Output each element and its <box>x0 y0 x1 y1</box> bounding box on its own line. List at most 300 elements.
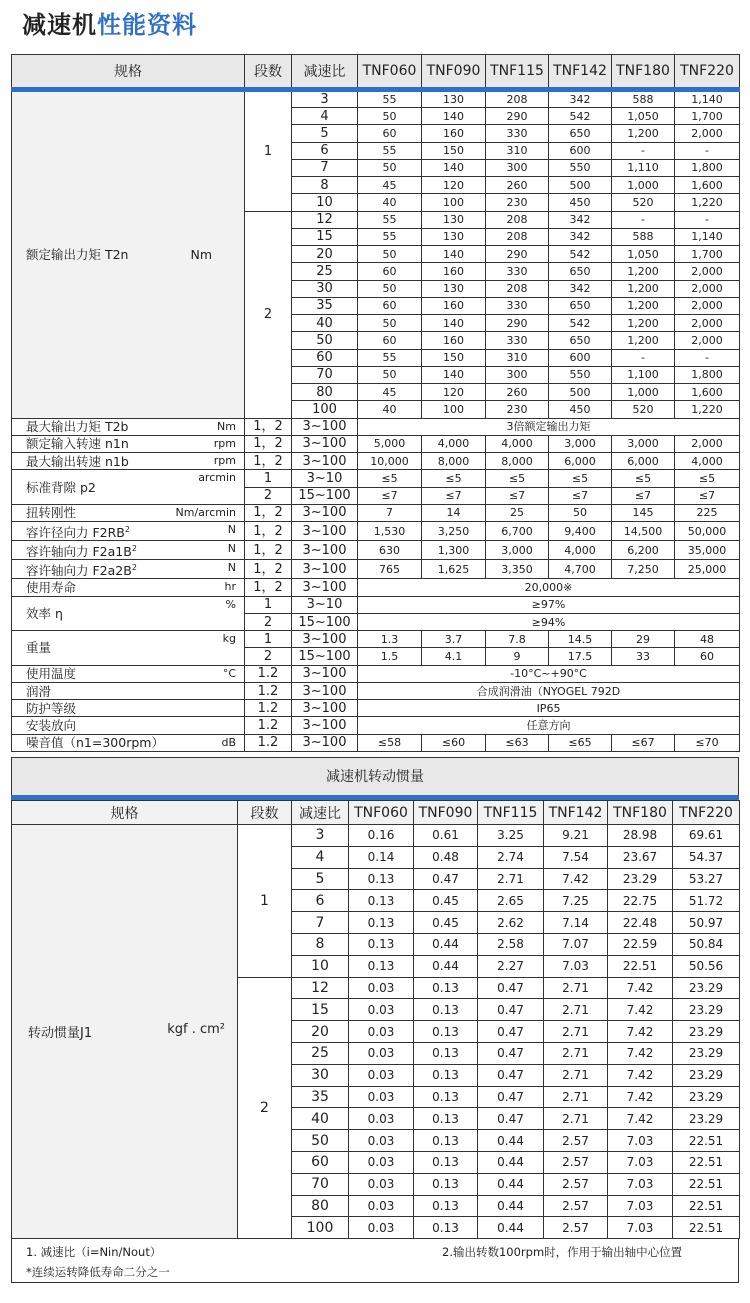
value-cell: 4,000 <box>486 435 549 452</box>
value-cell: 588 <box>612 228 675 245</box>
value-cell: ≤5 <box>486 470 549 487</box>
value-cell: 208 <box>486 90 549 108</box>
value-cell: ≤60 <box>422 734 486 751</box>
value-cell: 0.13 <box>414 1108 478 1130</box>
spec-unit: arcmin <box>198 471 236 485</box>
value-cell: 342 <box>549 280 612 297</box>
spec-unit: N <box>227 523 236 536</box>
header-cell: TNF180 <box>612 55 675 90</box>
value-cell: 48 <box>675 631 740 648</box>
value-cell: 2.27 <box>478 955 544 977</box>
value-cell: 650 <box>549 332 612 349</box>
stage-cell: 2 <box>245 211 292 418</box>
header-cell: TNF220 <box>675 55 740 90</box>
value-cell: 2.58 <box>478 933 544 955</box>
ratio-cell: 3 <box>292 90 358 108</box>
stage-cell: 1 <box>245 631 292 648</box>
value-cell: 0.13 <box>349 955 414 977</box>
value-cell: 0.03 <box>349 1021 414 1043</box>
value-cell: 7.42 <box>608 1064 673 1086</box>
value-cell: 160 <box>422 125 486 142</box>
note-3: *连续运转降低寿命二分之一 <box>26 1265 170 1279</box>
value-cell: 5,000 <box>358 435 422 452</box>
value-cell: 150 <box>422 142 486 159</box>
merged-value-cell: 20,000※ <box>358 579 740 596</box>
value-cell: 60 <box>358 263 422 280</box>
ratio-cell: 60 <box>292 349 358 366</box>
value-cell: 3,000 <box>486 541 549 560</box>
stage-cell: 1，2 <box>245 541 292 560</box>
value-cell: 2,000 <box>675 435 740 452</box>
stage-cell: 1，2 <box>245 560 292 579</box>
value-cell: ≤65 <box>549 734 612 751</box>
value-cell: 1,200 <box>612 125 675 142</box>
value-cell: 650 <box>549 263 612 280</box>
value-cell: 7.42 <box>544 868 608 890</box>
value-cell: 0.13 <box>414 1195 478 1217</box>
spec-unit: rpm <box>213 454 236 467</box>
value-cell: 2.71 <box>478 868 544 890</box>
table-row <box>12 682 740 699</box>
spec-unit: Nm <box>217 419 236 433</box>
value-cell: 500 <box>549 177 612 194</box>
value-cell: 1.3 <box>358 631 422 648</box>
value-cell: 2.71 <box>544 1021 608 1043</box>
value-cell: 145 <box>612 504 675 521</box>
ratio-cell: 10 <box>292 955 349 977</box>
value-cell: 1,300 <box>422 541 486 560</box>
value-cell: ≤63 <box>486 734 549 751</box>
value-cell: 160 <box>422 297 486 314</box>
ratio-cell: 50 <box>292 1130 349 1152</box>
value-cell: 40 <box>358 194 422 211</box>
value-cell: 542 <box>549 246 612 263</box>
spec-unit: rpm <box>213 436 236 450</box>
value-cell: 160 <box>422 332 486 349</box>
value-cell: 60 <box>358 332 422 349</box>
stage-cell: 1.2 <box>245 717 292 734</box>
value-cell: 0.13 <box>349 912 414 934</box>
value-cell: 7.03 <box>608 1195 673 1217</box>
spec-unit: °C <box>222 666 236 680</box>
merged-value-cell: 任意方向 <box>358 717 740 734</box>
table-row <box>12 453 740 470</box>
spec-name: 安装放向 <box>26 718 77 734</box>
value-cell: ≤67 <box>612 734 675 751</box>
merged-value-cell: ≥94% <box>358 613 740 630</box>
stage-cell: 1 <box>245 90 292 212</box>
value-cell: 4,000 <box>422 435 486 452</box>
table-row <box>12 541 740 560</box>
spec-label <box>12 665 245 682</box>
ratio-cell: 4 <box>292 108 358 125</box>
ratio-cell: 100 <box>292 401 358 418</box>
value-cell: - <box>612 142 675 159</box>
stage-cell: 2 <box>245 613 292 630</box>
value-cell: 2.71 <box>544 977 608 999</box>
table-row <box>12 717 740 734</box>
value-cell: 3,000 <box>612 435 675 452</box>
stage-cell: 1，2 <box>245 453 292 470</box>
page-title <box>22 10 197 40</box>
value-cell: 120 <box>422 177 486 194</box>
value-cell: 310 <box>486 142 549 159</box>
value-cell: 1,700 <box>675 246 740 263</box>
table-row <box>12 418 740 435</box>
ratio-cell: 80 <box>292 1195 349 1217</box>
spec-name: 最大输出力矩 T2b <box>26 419 129 435</box>
ratio-cell: 6 <box>292 142 358 159</box>
value-cell: 1,140 <box>675 228 740 245</box>
header-cell: 减速比 <box>292 801 349 825</box>
value-cell: 0.13 <box>414 1042 478 1064</box>
value-cell: 0.44 <box>414 955 478 977</box>
value-cell: 630 <box>358 541 422 560</box>
value-cell: 1,600 <box>675 384 740 401</box>
value-cell: 450 <box>549 401 612 418</box>
value-cell: 55 <box>358 349 422 366</box>
spec-name: 重量 <box>26 640 52 656</box>
value-cell: 60 <box>358 125 422 142</box>
value-cell: 290 <box>486 108 549 125</box>
value-cell: 342 <box>549 211 612 228</box>
spec-label <box>12 596 245 631</box>
spec-label <box>12 470 245 505</box>
value-cell: 22.75 <box>608 890 673 912</box>
value-cell: 22.51 <box>673 1130 740 1152</box>
header-cell: TNF115 <box>478 801 544 825</box>
value-cell: 0.13 <box>414 999 478 1021</box>
table-row <box>12 825 740 847</box>
value-cell: 0.13 <box>414 1217 478 1239</box>
value-cell: 51.72 <box>673 890 740 912</box>
value-cell: 22.48 <box>608 912 673 934</box>
value-cell: 7.8 <box>486 631 549 648</box>
value-cell: 22.51 <box>673 1151 740 1173</box>
merged-value-cell: IP65 <box>358 700 740 717</box>
spec-label <box>12 579 245 596</box>
ratio-cell: 3~100 <box>292 504 358 521</box>
value-cell: 9.21 <box>544 825 608 847</box>
header-cell: 规格 <box>12 55 245 90</box>
table-row <box>12 435 740 452</box>
value-cell: 14,500 <box>612 522 675 541</box>
stage-cell: 1.2 <box>245 700 292 717</box>
value-cell: 310 <box>486 349 549 366</box>
value-cell: 160 <box>422 263 486 280</box>
value-cell: 23.29 <box>673 1021 740 1043</box>
value-cell: 130 <box>422 211 486 228</box>
ratio-cell: 5 <box>292 125 358 142</box>
value-cell: 0.47 <box>478 977 544 999</box>
value-cell: 500 <box>549 384 612 401</box>
value-cell: 0.03 <box>349 1217 414 1239</box>
ratio-cell: 70 <box>292 366 358 383</box>
value-cell: 0.47 <box>478 1021 544 1043</box>
value-cell: 342 <box>549 90 612 108</box>
value-cell: 140 <box>422 246 486 263</box>
ratio-cell: 80 <box>292 384 358 401</box>
value-cell: 55 <box>358 90 422 108</box>
ratio-cell: 30 <box>292 1064 349 1086</box>
spec-name: 容许径向力 F2RB <box>26 525 125 541</box>
value-cell: 140 <box>422 366 486 383</box>
value-cell: 0.48 <box>414 846 478 868</box>
header-cell: 段数 <box>245 55 292 90</box>
ratio-cell: 100 <box>292 1217 349 1239</box>
spec-label-inner <box>12 1022 237 1041</box>
value-cell: 1.5 <box>358 648 422 665</box>
ratio-cell: 3~100 <box>292 522 358 541</box>
ratio-cell: 15~100 <box>292 613 358 630</box>
value-cell: 588 <box>612 90 675 108</box>
value-cell: 130 <box>422 280 486 297</box>
note-1: 1. 减速比（i=Nin/Nout） <box>26 1245 162 1259</box>
value-cell: 2,000 <box>675 125 740 142</box>
spec-name: 使用温度 <box>26 666 77 682</box>
value-cell: 0.47 <box>478 1086 544 1108</box>
stage-cell: 2 <box>245 487 292 504</box>
value-cell: 330 <box>486 125 549 142</box>
value-cell: 0.13 <box>414 977 478 999</box>
spec-label <box>12 435 245 452</box>
value-cell: 0.47 <box>478 1108 544 1130</box>
value-cell: 1,200 <box>612 315 675 332</box>
spec-label <box>12 631 245 666</box>
value-cell: 550 <box>549 159 612 176</box>
spec-name: 效率 η <box>26 605 63 621</box>
spec-name: 使用寿命 <box>26 580 77 596</box>
value-cell: 55 <box>358 228 422 245</box>
value-cell: 0.44 <box>414 933 478 955</box>
value-cell: 7.42 <box>608 1021 673 1043</box>
value-cell: 208 <box>486 228 549 245</box>
value-cell: 22.51 <box>673 1217 740 1239</box>
value-cell: 2,000 <box>675 315 740 332</box>
value-cell: 520 <box>612 194 675 211</box>
value-cell: - <box>675 211 740 228</box>
header-cell: TNF142 <box>549 55 612 90</box>
value-cell: 2.57 <box>544 1130 608 1152</box>
value-cell: 0.47 <box>478 1064 544 1086</box>
value-cell: 208 <box>486 211 549 228</box>
value-cell: 7.42 <box>608 1042 673 1064</box>
spec-label <box>12 700 245 717</box>
value-cell: 0.47 <box>414 868 478 890</box>
spec-label <box>12 541 245 560</box>
value-cell: 9 <box>486 648 549 665</box>
spec-unit: N <box>227 561 236 575</box>
value-cell: 40 <box>358 401 422 418</box>
value-cell: 7.03 <box>544 955 608 977</box>
value-cell: 225 <box>675 504 740 521</box>
value-cell: 3.7 <box>422 631 486 648</box>
spec-unit: Nm/arcmin <box>175 505 236 519</box>
spec-unit: Nm <box>190 247 212 263</box>
value-cell: 650 <box>549 297 612 314</box>
ratio-cell: 3~10 <box>292 596 358 613</box>
value-cell: 2.71 <box>544 1108 608 1130</box>
ratio-cell: 15~100 <box>292 487 358 504</box>
stage-cell: 1，2 <box>245 522 292 541</box>
spec-label-inner <box>26 247 244 262</box>
value-cell: 50.56 <box>673 955 740 977</box>
ratio-cell: 5 <box>292 868 349 890</box>
value-cell: 600 <box>549 142 612 159</box>
stage-cell: 1 <box>245 470 292 487</box>
value-cell: 2.65 <box>478 890 544 912</box>
value-cell: 50 <box>358 159 422 176</box>
value-cell: 542 <box>549 315 612 332</box>
value-cell: 0.13 <box>414 1021 478 1043</box>
value-cell: 0.03 <box>349 1064 414 1086</box>
value-cell: 2,000 <box>675 263 740 280</box>
ratio-cell: 10 <box>292 194 358 211</box>
header-cell: TNF220 <box>673 801 740 825</box>
merged-value-cell: ≥97% <box>358 596 740 613</box>
value-cell: 230 <box>486 401 549 418</box>
ratio-cell: 7 <box>292 912 349 934</box>
value-cell: 7.42 <box>608 977 673 999</box>
value-cell: 600 <box>549 349 612 366</box>
value-cell: 60 <box>675 648 740 665</box>
value-cell: 1,800 <box>675 366 740 383</box>
spec-label <box>12 90 245 419</box>
value-cell: 290 <box>486 246 549 263</box>
value-cell: 0.16 <box>349 825 414 847</box>
inertia-table <box>11 800 740 1239</box>
value-cell: 450 <box>549 194 612 211</box>
ratio-cell: 25 <box>292 1042 349 1064</box>
value-cell: 0.44 <box>478 1195 544 1217</box>
value-cell: 23.29 <box>673 1042 740 1064</box>
stage-cell: 1，2 <box>245 504 292 521</box>
stage-cell: 1 <box>238 825 292 978</box>
value-cell: 0.44 <box>478 1217 544 1239</box>
value-cell: 14.5 <box>549 631 612 648</box>
value-cell: 22.51 <box>673 1195 740 1217</box>
spec-name: 最大输出转速 n1b <box>26 453 129 469</box>
spec-label <box>12 825 238 1239</box>
value-cell: 230 <box>486 194 549 211</box>
footnote-mark: 2 <box>124 525 130 534</box>
value-cell: 7.42 <box>608 999 673 1021</box>
table-row <box>12 560 740 579</box>
value-cell: 0.13 <box>414 1130 478 1152</box>
spec-label <box>12 453 245 470</box>
value-cell: 300 <box>486 366 549 383</box>
spec-name: 防护等级 <box>26 700 77 716</box>
ratio-cell: 12 <box>292 211 358 228</box>
value-cell: ≤5 <box>675 470 740 487</box>
spec-label <box>12 682 245 699</box>
header-cell: 减速比 <box>292 55 358 90</box>
ratio-cell: 30 <box>292 280 358 297</box>
header-cell: TNF090 <box>414 801 478 825</box>
stage-cell: 1 <box>245 596 292 613</box>
value-cell: 50.84 <box>673 933 740 955</box>
value-cell: 23.29 <box>673 1108 740 1130</box>
header-cell: TNF060 <box>349 801 414 825</box>
value-cell: 1,220 <box>675 401 740 418</box>
value-cell: 2.71 <box>544 1086 608 1108</box>
ratio-cell: 15~100 <box>292 648 358 665</box>
value-cell: 0.03 <box>349 1130 414 1152</box>
value-cell: 50 <box>358 246 422 263</box>
value-cell: 2,000 <box>675 332 740 349</box>
value-cell: 50.97 <box>673 912 740 934</box>
value-cell: 4,700 <box>549 560 612 579</box>
value-cell: 1,110 <box>612 159 675 176</box>
value-cell: 0.44 <box>478 1173 544 1195</box>
value-cell: 120 <box>422 384 486 401</box>
value-cell: ≤5 <box>549 470 612 487</box>
value-cell: 53.27 <box>673 868 740 890</box>
value-cell: 6,000 <box>612 453 675 470</box>
value-cell: ≤7 <box>486 487 549 504</box>
ratio-cell: 15 <box>292 999 349 1021</box>
value-cell: 23.29 <box>673 1086 740 1108</box>
value-cell: 2.71 <box>544 1064 608 1086</box>
spec-unit: kg <box>222 632 236 646</box>
ratio-cell: 3~100 <box>292 435 358 452</box>
value-cell: 1,530 <box>358 522 422 541</box>
value-cell: 50,000 <box>675 522 740 541</box>
value-cell: 0.13 <box>349 890 414 912</box>
stage-cell: 2 <box>238 977 292 1239</box>
value-cell: 3,250 <box>422 522 486 541</box>
value-cell: 29 <box>612 631 675 648</box>
value-cell: 35,000 <box>675 541 740 560</box>
value-cell: 0.47 <box>478 999 544 1021</box>
value-cell: 7.25 <box>544 890 608 912</box>
value-cell: 0.03 <box>349 1042 414 1064</box>
value-cell: ≤58 <box>358 734 422 751</box>
ratio-cell: 8 <box>292 177 358 194</box>
stage-cell: 1.2 <box>245 682 292 699</box>
spec-name: 转动惯量J1 <box>28 1026 93 1042</box>
value-cell: 0.03 <box>349 1195 414 1217</box>
table-row <box>12 470 740 487</box>
value-cell: 0.03 <box>349 1151 414 1173</box>
value-cell: 342 <box>549 228 612 245</box>
value-cell: 23.67 <box>608 846 673 868</box>
value-cell: 1,200 <box>612 332 675 349</box>
value-cell: 2.57 <box>544 1195 608 1217</box>
value-cell: 2.62 <box>478 912 544 934</box>
stage-cell: 1，2 <box>245 435 292 452</box>
value-cell: 2.71 <box>544 999 608 1021</box>
value-cell: 23.29 <box>673 1064 740 1086</box>
ratio-cell: 8 <box>292 933 349 955</box>
value-cell: 50 <box>358 108 422 125</box>
value-cell: ≤5 <box>612 470 675 487</box>
table-row <box>12 734 740 751</box>
value-cell: - <box>612 211 675 228</box>
value-cell: ≤7 <box>612 487 675 504</box>
value-cell: 7.03 <box>608 1130 673 1152</box>
header-cell: TNF115 <box>486 55 549 90</box>
table-row <box>12 504 740 521</box>
footnotes <box>11 1238 739 1283</box>
value-cell: 54.37 <box>673 846 740 868</box>
value-cell: 2.71 <box>544 1042 608 1064</box>
value-cell: 7.07 <box>544 933 608 955</box>
ratio-cell: 3~100 <box>292 453 358 470</box>
value-cell: 25 <box>486 504 549 521</box>
value-cell: 8,000 <box>486 453 549 470</box>
value-cell: ≤7 <box>549 487 612 504</box>
